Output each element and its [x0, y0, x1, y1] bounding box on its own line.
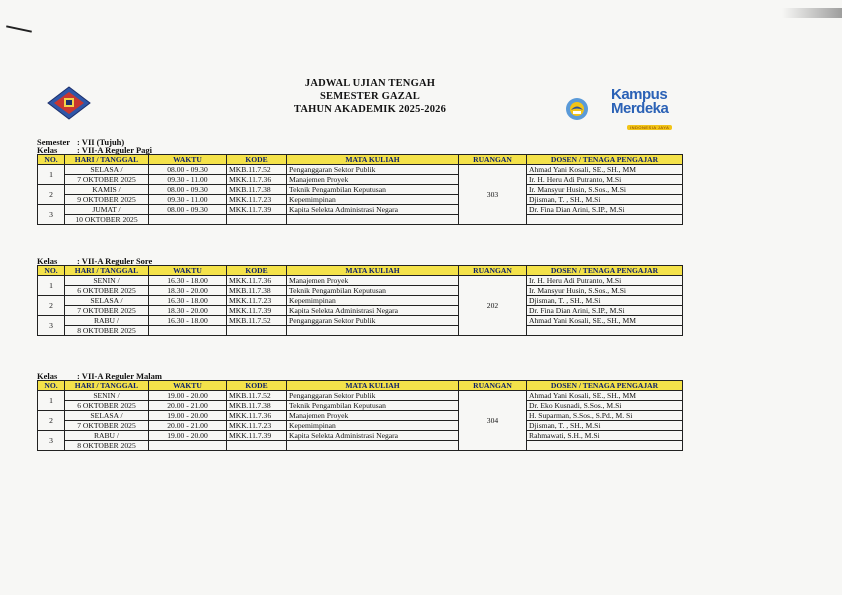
time: [149, 215, 227, 225]
table-row: [38, 326, 683, 336]
semester-value: : VII (Tujuh): [77, 137, 125, 147]
brand-line1: Kampus: [611, 86, 668, 103]
lecturer: Ahmad Yani Kosali, SE., SH., MM: [527, 165, 683, 175]
course-code: MKB.11.7.52: [227, 391, 287, 401]
column-header: MATA KULIAH: [287, 381, 459, 391]
lecturer: Djisman, T. , SH., M.Si: [527, 421, 683, 431]
table-row: [38, 185, 683, 195]
date: 6 OKTOBER 2025: [65, 401, 149, 411]
course-code: [227, 326, 287, 336]
title-line: TAHUN AKADEMIK 2025-2026: [293, 104, 447, 115]
table-row: [38, 306, 683, 316]
column-header: DOSEN / TENAGA PENGAJAR: [527, 381, 683, 391]
course-code: MKB.11.7.52: [227, 316, 287, 326]
lecturer: H. Suparman, S.Sos., S.Pd., M. Si: [527, 411, 683, 421]
column-header: KODE: [227, 155, 287, 165]
table-row: [38, 215, 683, 225]
kampus-merdeka-logo: [611, 86, 681, 130]
lecturer: Ir. H. Heru Adi Putranto, M.Si: [527, 175, 683, 185]
scan-shadow: [782, 8, 842, 18]
column-header: KODE: [227, 381, 287, 391]
tut-wuri-handayani-logo-icon: [565, 97, 589, 121]
schedule-table: [37, 265, 683, 336]
row-number: 1: [38, 276, 65, 296]
course-name: Kapita Selekta Administrasi Negara: [287, 205, 459, 215]
time: 16.30 - 18.00: [149, 296, 227, 306]
time: 08.00 - 09.30: [149, 185, 227, 195]
course-code: MKB.11.7.52: [227, 165, 287, 175]
lecturer: Dr. Eko Kusnadi, S.Sos., M.Si: [527, 401, 683, 411]
course-name: Manajemen Proyek: [287, 276, 459, 286]
date: 7 OKTOBER 2025: [65, 306, 149, 316]
date: 10 OKTOBER 2025: [65, 215, 149, 225]
row-number: 3: [38, 431, 65, 451]
lecturer: Ir. Mansyur Husin, S.Sos., M.Si: [527, 286, 683, 296]
time: 19.00 - 20.00: [149, 411, 227, 421]
course-name: Teknik Pengambilan Keputusan: [287, 185, 459, 195]
course-name: [287, 326, 459, 336]
column-header: HARI / TANGGAL: [65, 155, 149, 165]
date: 6 OKTOBER 2025: [65, 286, 149, 296]
course-name: [287, 215, 459, 225]
day-name: SENIN /: [65, 391, 149, 401]
pen-mark: [6, 25, 32, 32]
row-number: 3: [38, 205, 65, 225]
row-number: 1: [38, 391, 65, 411]
room: 304: [459, 391, 527, 451]
lecturer: Dr. Fina Dian Arini, S.IP., M.Si: [527, 306, 683, 316]
time: [149, 441, 227, 451]
time: 20.00 - 21.00: [149, 421, 227, 431]
lecturer: Ir. Mansyur Husin, S.Sos., M.Si: [527, 185, 683, 195]
lecturer: [527, 215, 683, 225]
brand-badge: INDONESIA JAYA: [627, 125, 672, 130]
day-name: JUMAT /: [65, 205, 149, 215]
time: 09.30 - 11.00: [149, 195, 227, 205]
table-row: [38, 195, 683, 205]
room: 202: [459, 276, 527, 336]
day-name: RABU /: [65, 431, 149, 441]
column-header: WAKTU: [149, 266, 227, 276]
time: 16.30 - 18.00: [149, 276, 227, 286]
course-code: MKK.11.7.23: [227, 421, 287, 431]
time: 08.00 - 09.30: [149, 205, 227, 215]
course-code: [227, 441, 287, 451]
column-header: DOSEN / TENAGA PENGAJAR: [527, 155, 683, 165]
row-number: 2: [38, 296, 65, 316]
time: 08.00 - 09.30: [149, 165, 227, 175]
table-header-row: [38, 155, 683, 165]
course-code: MKK.11.7.36: [227, 175, 287, 185]
row-number: 2: [38, 411, 65, 431]
table-row: [38, 165, 683, 175]
time: [149, 326, 227, 336]
university-logo-icon: [46, 86, 92, 120]
course-name: Kepemimpinan: [287, 195, 459, 205]
date: 8 OKTOBER 2025: [65, 441, 149, 451]
course-name: Kepemimpinan: [287, 296, 459, 306]
lecturer: Djisman, T. , SH., M.Si: [527, 195, 683, 205]
table-row: [38, 175, 683, 185]
lecturer: Djisman, T. , SH., M.Si: [527, 296, 683, 306]
date: 9 OKTOBER 2025: [65, 195, 149, 205]
course-name: Kapita Selekta Administrasi Negara: [287, 306, 459, 316]
course-name: Kepemimpinan: [287, 421, 459, 431]
title-line: JADWAL UJIAN TENGAH: [304, 78, 436, 89]
time: 16.30 - 18.00: [149, 316, 227, 326]
lecturer: Ahmad Yani Kosali, SE., SH., MM: [527, 391, 683, 401]
time: 18.30 - 20.00: [149, 306, 227, 316]
date: 7 OKTOBER 2025: [65, 175, 149, 185]
day-name: KAMIS /: [65, 185, 149, 195]
column-header: MATA KULIAH: [287, 155, 459, 165]
table-row: [38, 401, 683, 411]
table-header-row: [38, 266, 683, 276]
column-header: RUANGAN: [459, 155, 527, 165]
table-row: [38, 296, 683, 306]
day-name: SENIN /: [65, 276, 149, 286]
lecturer: Ir. H. Heru Adi Putranto, M.Si: [527, 276, 683, 286]
table-row: [38, 411, 683, 421]
course-code: MKB.11.7.38: [227, 286, 287, 296]
course-code: MKK.11.7.36: [227, 276, 287, 286]
course-code: MKB.11.7.38: [227, 401, 287, 411]
table-row: [38, 205, 683, 215]
row-number: 1: [38, 165, 65, 185]
column-header: NO.: [38, 381, 65, 391]
day-name: RABU /: [65, 316, 149, 326]
row-number: 3: [38, 316, 65, 336]
column-header: KODE: [227, 266, 287, 276]
time: 19.00 - 20.00: [149, 431, 227, 441]
row-number: 2: [38, 185, 65, 205]
day-name: SELASA /: [65, 165, 149, 175]
course-name: Kapita Selekta Administrasi Negara: [287, 431, 459, 441]
column-header: WAKTU: [149, 381, 227, 391]
column-header: MATA KULIAH: [287, 266, 459, 276]
time: 19.00 - 20.00: [149, 391, 227, 401]
course-code: [227, 215, 287, 225]
table-row: [38, 286, 683, 296]
table-row: [38, 316, 683, 326]
course-code: MKK.11.7.23: [227, 195, 287, 205]
lecturer: [527, 441, 683, 451]
course-name: Manajemen Proyek: [287, 175, 459, 185]
course-name: Penganggaran Sektor Publik: [287, 391, 459, 401]
schedule-table: [37, 380, 683, 451]
column-header: HARI / TANGGAL: [65, 381, 149, 391]
table-row: [38, 276, 683, 286]
schedule-table: [37, 154, 683, 225]
table-row: [38, 421, 683, 431]
day-name: SELASA /: [65, 411, 149, 421]
kelas-label: Kelas: [37, 371, 58, 381]
course-code: MKK.11.7.36: [227, 411, 287, 421]
time: 20.00 - 21.00: [149, 401, 227, 411]
table-header-row: [38, 381, 683, 391]
time: 09.30 - 11.00: [149, 175, 227, 185]
column-header: DOSEN / TENAGA PENGAJAR: [527, 266, 683, 276]
column-header: NO.: [38, 266, 65, 276]
column-header: HARI / TANGGAL: [65, 266, 149, 276]
brand-line2: Merdeka: [611, 100, 669, 117]
course-name: Penganggaran Sektor Publik: [287, 316, 459, 326]
column-header: RUANGAN: [459, 266, 527, 276]
kelas-label: Kelas: [37, 145, 58, 155]
course-name: Manajemen Proyek: [287, 411, 459, 421]
course-name: Penganggaran Sektor Publik: [287, 165, 459, 175]
title-line: SEMESTER GAZAL: [320, 91, 420, 102]
course-code: MKK.11.7.23: [227, 296, 287, 306]
course-name: [287, 441, 459, 451]
course-code: MKB.11.7.38: [227, 185, 287, 195]
course-code: MKK.11.7.39: [227, 205, 287, 215]
column-header: WAKTU: [149, 155, 227, 165]
date: 8 OKTOBER 2025: [65, 326, 149, 336]
lecturer: Ahmad Yani Kosali, SE., SH., MM: [527, 316, 683, 326]
room: 303: [459, 165, 527, 225]
lecturer: [527, 326, 683, 336]
kelas-value: : VII-A Reguler Malam: [77, 371, 162, 381]
kelas-value: : VII-A Reguler Sore: [77, 256, 153, 266]
lecturer: Dr. Fina Dian Arini, S.IP., M.Si: [527, 205, 683, 215]
lecturer: Rahmawati, S.H., M.Si: [527, 431, 683, 441]
document-title: [250, 77, 490, 116]
course-name: Teknik Pengambilan Keputusan: [287, 286, 459, 296]
table-row: [38, 441, 683, 451]
column-header: NO.: [38, 155, 65, 165]
course-code: MKK.11.7.39: [227, 431, 287, 441]
kelas-label: Kelas: [37, 256, 58, 266]
table-row: [38, 431, 683, 441]
date: 7 OKTOBER 2025: [65, 421, 149, 431]
course-code: MKK.11.7.39: [227, 306, 287, 316]
semester-label: Semester: [37, 137, 71, 147]
day-name: SELASA /: [65, 296, 149, 306]
course-name: Teknik Pengambilan Keputusan: [287, 401, 459, 411]
table-row: [38, 391, 683, 401]
time: 18.30 - 20.00: [149, 286, 227, 296]
column-header: RUANGAN: [459, 381, 527, 391]
kelas-value: : VII-A Reguler Pagi: [77, 145, 153, 155]
